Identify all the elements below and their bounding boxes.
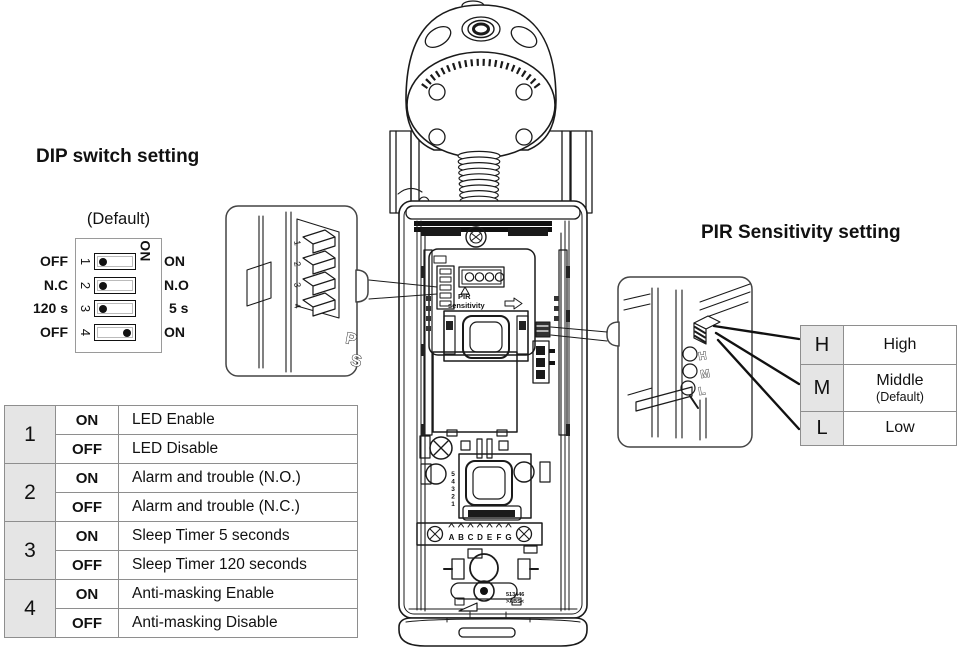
table-row: [5, 406, 358, 435]
sensitivity-key-cell: L: [801, 412, 844, 446]
dip-knob-2: [99, 282, 107, 290]
pin-label: 2: [451, 493, 455, 501]
sensitivity-value-cell: [844, 365, 957, 412]
function-cell: Alarm and trouble (N.O.): [119, 464, 358, 493]
jumper-mark: M: [699, 367, 711, 381]
sensitivity-value-cell: [844, 326, 957, 365]
sensitivity-label: High: [883, 335, 917, 353]
dip-right-label: N.O: [164, 277, 189, 293]
switch-number-cell: 3: [5, 522, 56, 580]
dip-number: 2: [78, 281, 93, 290]
switch-number-cell: 1: [5, 406, 56, 464]
mold-mark-s: S: [349, 352, 363, 371]
table-row: [5, 493, 358, 522]
dip-left-label: 120 s: [32, 300, 68, 316]
sensitivity-key-cell: M: [801, 365, 844, 412]
dip-right-label: ON: [164, 253, 185, 269]
table-row: [5, 580, 358, 609]
table-row: [801, 326, 957, 365]
terminal-label: G: [505, 533, 512, 542]
jumper-mark: H: [697, 349, 708, 363]
table-row: [5, 435, 358, 464]
function-cell: Alarm and trouble (N.C.): [119, 493, 358, 522]
terminal-label: A: [448, 533, 455, 542]
table-row: [801, 412, 957, 446]
dip-on-direction-label: ON: [137, 240, 153, 262]
table-row: [5, 551, 358, 580]
switch-number-cell: 4: [5, 580, 56, 638]
bottom-cap: [399, 618, 587, 646]
terminal-label: C: [467, 533, 474, 542]
terminal-label: E: [486, 533, 493, 542]
table-row: [801, 365, 957, 412]
sensitivity-note: (Default): [876, 390, 924, 404]
pcb-pir-label-line1: PIR: [458, 292, 471, 301]
switch-state-cell: OFF: [56, 609, 119, 638]
sensitivity-key-cell: H: [801, 326, 844, 365]
mold-text-line2: >ABS<: [506, 599, 525, 605]
pin-label: 5: [451, 471, 455, 478]
dip-number: 3: [78, 304, 93, 313]
dip-knob-1: [99, 258, 107, 266]
function-cell: Anti-masking Disable: [119, 609, 358, 638]
function-cell: LED Disable: [119, 435, 358, 464]
pin-label: 3: [451, 486, 455, 493]
pir-sensitivity-jumper: [536, 322, 550, 337]
dip-number: 4: [78, 328, 93, 337]
mold-mark-p: P: [344, 330, 358, 349]
function-cell: Sleep Timer 120 seconds: [119, 551, 358, 580]
sensitivity-value-cell: [844, 412, 957, 446]
switch-number-cell: 2: [5, 464, 56, 522]
sensitivity-label: Low: [885, 419, 915, 437]
pin-number-labels: [451, 471, 455, 508]
dip-left-label: OFF: [40, 253, 68, 269]
dip-right-label: 5 s: [169, 300, 189, 316]
dip-function-table: [4, 405, 358, 638]
switch-state-cell: ON: [56, 464, 119, 493]
jumper-mark: L: [697, 385, 707, 398]
switch-state-cell: OFF: [56, 551, 119, 580]
default-label: (Default): [86, 210, 151, 228]
pir-callout-zoom: [607, 277, 752, 447]
pir-sensitivity-table: [800, 325, 957, 446]
mold-text-line1: 513446: [506, 592, 525, 598]
dip-callout-zoom: [226, 206, 368, 376]
dip-switch-2[interactable]: [94, 277, 136, 294]
sensitivity-label: Middle: [876, 371, 924, 389]
switch-state-cell: ON: [56, 522, 119, 551]
switch-state-cell: ON: [56, 406, 119, 435]
dip-left-label: OFF: [40, 324, 68, 340]
table-row: [5, 609, 358, 638]
dip-switch-3[interactable]: [94, 300, 136, 317]
dip-switch-1[interactable]: [94, 253, 136, 270]
pin-label: 1: [451, 501, 455, 508]
terminal-label: F: [496, 533, 502, 542]
callout-digit: 3: [292, 281, 303, 289]
table-row: [5, 464, 358, 493]
dip-number: 1: [78, 257, 93, 266]
dip-setting-title: DIP switch setting: [36, 146, 200, 167]
dip-knob-3: [99, 305, 107, 313]
swivel-dial: [407, 52, 555, 158]
callout-digit: 4: [292, 302, 303, 310]
terminal-label: D: [477, 533, 483, 542]
pcb-pir-label-line2: sensitivity: [448, 301, 485, 310]
function-cell: Sleep Timer 5 seconds: [119, 522, 358, 551]
sensor-head: [406, 1, 556, 158]
dip-right-label: ON: [164, 324, 185, 340]
callout-digit: 1: [292, 239, 303, 247]
callout-digit: 2: [292, 260, 303, 268]
terminal-label: B: [458, 533, 464, 542]
switch-state-cell: OFF: [56, 493, 119, 522]
function-cell: LED Enable: [119, 406, 358, 435]
dip-switch-4[interactable]: [94, 324, 136, 341]
dip-left-label: N.C: [43, 277, 68, 293]
dip-knob-4: [123, 329, 131, 337]
table-row: [5, 522, 358, 551]
pin-label: 4: [451, 478, 455, 486]
switch-state-cell: ON: [56, 580, 119, 609]
switch-state-cell: OFF: [56, 435, 119, 464]
function-cell: Anti-masking Enable: [119, 580, 358, 609]
pir-setting-title: PIR Sensitivity setting: [701, 222, 901, 243]
